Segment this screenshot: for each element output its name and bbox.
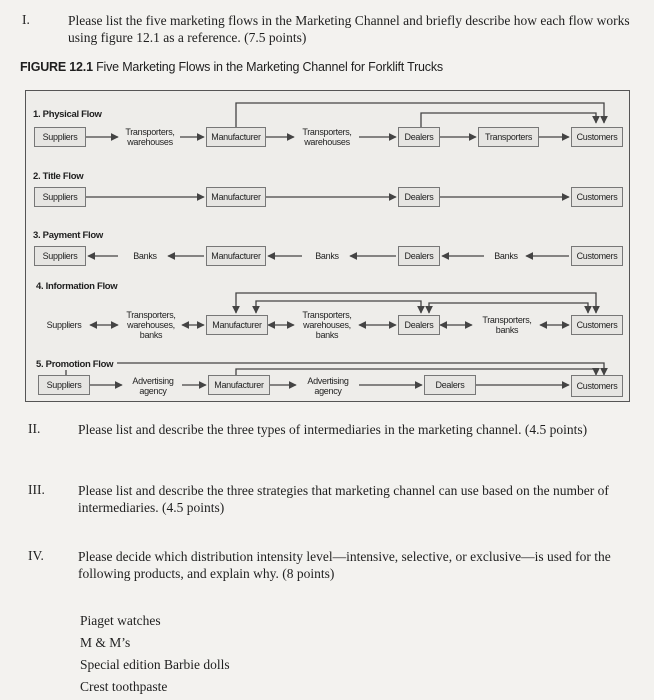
- physical-bypass-2: [421, 113, 596, 127]
- payment-node-banks-3: Banks: [494, 251, 518, 261]
- promo-bypass-2: [236, 369, 596, 375]
- physical-node-transporters-2: Transporters, warehouses: [302, 127, 352, 147]
- q2-text: Please list and describe the three types of intermediaries in the marketing channel. (4.5 points): [78, 422, 588, 437]
- info-node-suppliers: Suppliers: [46, 320, 82, 330]
- product-list: [80, 610, 230, 698]
- physical-bypass-1: [236, 103, 604, 127]
- info-node-transporters-1: Transporters, warehouses, banks: [126, 310, 176, 340]
- marketing-flows-figure: [25, 90, 630, 402]
- promotion-flow-label: 5. Promotion Flow: [36, 359, 117, 370]
- product-item: M & M’s: [80, 635, 131, 650]
- payment-node-customers: Customers: [571, 246, 623, 266]
- figure-label: FIGURE 12.1: [20, 60, 93, 74]
- info-node-manufacturer: Manufacturer: [206, 315, 268, 335]
- promo-node-customers: Customers: [571, 375, 623, 397]
- physical-node-transporters-1: Transporters, warehouses: [125, 127, 175, 147]
- promo-node-dealers: Dealers: [424, 375, 476, 395]
- title-node-suppliers: Suppliers: [34, 187, 86, 207]
- q3-text: Please list and describe the three strategies that marketing channel can use based on the number of intermediaries. (4.5 points): [78, 483, 609, 515]
- payment-node-banks-2: Banks: [315, 251, 339, 261]
- payment-node-manufacturer: Manufacturer: [206, 246, 266, 266]
- info-node-transporters-3: Transporters, banks: [482, 315, 532, 335]
- product-item: Piaget watches: [80, 613, 161, 628]
- payment-node-banks-1: Banks: [133, 251, 157, 261]
- title-node-manufacturer: Manufacturer: [206, 187, 266, 207]
- promo-node-advertising-1: Advertising agency: [132, 376, 174, 396]
- figure-title: [20, 60, 443, 74]
- physical-node-manufacturer: Manufacturer: [206, 127, 266, 147]
- product-item: Special edition Barbie dolls: [80, 657, 230, 672]
- promo-node-manufacturer: Manufacturer: [208, 375, 270, 395]
- physical-node-dealers: Dealers: [398, 127, 440, 147]
- promo-node-advertising-2: Advertising agency: [307, 376, 349, 396]
- info-node-dealers: Dealers: [398, 315, 440, 335]
- q4-number: IV.: [28, 548, 44, 563]
- q1-text: Please list the five marketing flows in the Marketing Channel and briefly describe how each flow works using figure 12.1 as a reference. (7.5 points): [68, 13, 630, 45]
- q4-text: Please decide which distribution intensity level—intensive, selective, or exclusive—is used for the following products, and explain why. (8 points): [78, 549, 611, 581]
- info-node-customers: Customers: [571, 315, 623, 335]
- physical-flow-label: 1. Physical Flow: [33, 109, 102, 120]
- q3-number: III.: [28, 482, 45, 497]
- title-flow-label: 2. Title Flow: [33, 171, 84, 182]
- information-flow-label: 4. Information Flow: [36, 281, 118, 292]
- title-node-dealers: Dealers: [398, 187, 440, 207]
- physical-node-customers: Customers: [571, 127, 623, 147]
- product-item: Crest toothpaste: [80, 679, 168, 694]
- info-node-transporters-2: Transporters, warehouses, banks: [302, 310, 352, 340]
- promo-node-suppliers: Suppliers: [38, 375, 90, 395]
- physical-node-suppliers: Suppliers: [34, 127, 86, 147]
- payment-node-suppliers: Suppliers: [34, 246, 86, 266]
- q1-number: I.: [22, 12, 30, 27]
- info-bypass-3: [429, 303, 588, 313]
- figure-caption: Five Marketing Flows in the Marketing Channel for Forklift Trucks: [96, 60, 443, 74]
- title-node-customers: Customers: [571, 187, 623, 207]
- q2-number: II.: [28, 421, 41, 436]
- physical-node-transporters-3: Transporters: [478, 127, 539, 147]
- payment-flow-label: 3. Payment Flow: [33, 230, 103, 241]
- payment-node-dealers: Dealers: [398, 246, 440, 266]
